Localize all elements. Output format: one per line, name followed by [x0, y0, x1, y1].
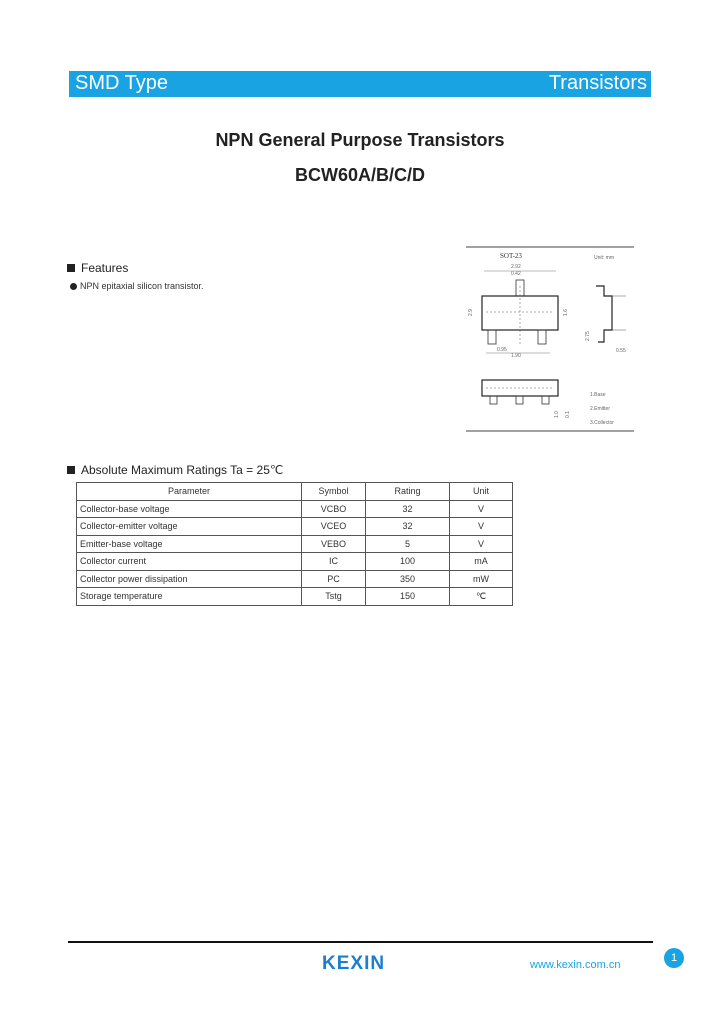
unit-label: Unit: mm — [594, 255, 614, 261]
dim-label: 0.95 — [497, 347, 507, 353]
pin-label: 1.Base — [590, 392, 606, 398]
table-row — [77, 518, 513, 536]
pin-label: 2.Emitter — [590, 406, 611, 412]
dim-label: 1.0 — [554, 411, 560, 418]
table-row — [77, 535, 513, 553]
rating-cell: 32 — [366, 500, 450, 518]
header-bar — [69, 71, 651, 97]
table-row — [77, 553, 513, 571]
dim-label: 0.42 — [511, 271, 521, 277]
package-name: SOT-23 — [500, 252, 522, 260]
footer-divider — [68, 941, 653, 943]
dim-label: 0.55 — [616, 348, 626, 354]
dim-label: 1.6 — [563, 309, 569, 316]
features-heading: Features — [67, 261, 128, 275]
part-number: BCW60A/B/C/D — [294, 165, 425, 185]
round-bullet-icon — [70, 283, 77, 290]
table-header-row — [77, 483, 513, 501]
kexin-logo: KEXIN — [322, 953, 386, 974]
parameter-cell: Collector-base voltage — [77, 500, 302, 518]
parameter-cell: Collector current — [77, 553, 302, 571]
column-header: Parameter — [77, 483, 302, 501]
unit-cell: mW — [450, 570, 513, 588]
table-row — [77, 588, 513, 606]
header-product-type: Transistors — [548, 72, 647, 94]
dim-label: 2.92 — [511, 264, 521, 270]
rating-cell: 32 — [366, 518, 450, 536]
parameter-cell: Emitter-base voltage — [77, 535, 302, 553]
table-row — [77, 500, 513, 518]
parameter-cell: Collector-emitter voltage — [77, 518, 302, 536]
pin-label: 3.Collector — [590, 420, 614, 426]
document-title: NPN General Purpose Transistors — [215, 130, 505, 150]
rating-cell: 350 — [366, 570, 450, 588]
unit-cell: V — [450, 535, 513, 553]
rating-cell: 5 — [366, 535, 450, 553]
unit-cell: mA — [450, 553, 513, 571]
symbol-cell: VEBO — [302, 535, 366, 553]
column-header: Rating — [366, 483, 450, 501]
symbol-cell: IC — [302, 553, 366, 571]
symbol-cell: VCEO — [302, 518, 366, 536]
package-drawing — [466, 246, 634, 432]
column-header: Symbol — [302, 483, 366, 501]
unit-cell: V — [450, 518, 513, 536]
parameter-cell: Storage temperature — [77, 588, 302, 606]
symbol-cell: Tstg — [302, 588, 366, 606]
unit-cell: V — [450, 500, 513, 518]
website-link[interactable]: www.kexin.com.cn — [530, 959, 621, 971]
rating-cell: 100 — [366, 553, 450, 571]
column-header: Unit — [450, 483, 513, 501]
ratings-heading: Absolute Maximum Ratings Ta = 25℃ — [67, 463, 283, 477]
table-row — [77, 570, 513, 588]
feature-item: NPN epitaxial silicon transistor. — [70, 281, 204, 291]
symbol-cell: VCBO — [302, 500, 366, 518]
symbol-cell: PC — [302, 570, 366, 588]
page-number: 1 — [664, 948, 684, 968]
square-bullet-icon — [67, 466, 75, 474]
square-bullet-icon — [67, 264, 75, 272]
unit-cell: ℃ — [450, 588, 513, 606]
dim-label: 2.9 — [468, 309, 474, 316]
parameter-cell: Collector power dissipation — [77, 570, 302, 588]
dim-label: 1.90 — [511, 353, 521, 359]
header-category: SMD Type — [75, 72, 168, 94]
rating-cell: 150 — [366, 588, 450, 606]
ratings-table — [76, 482, 513, 606]
dim-label: 2.75 — [585, 331, 591, 341]
dim-label: 0.1 — [565, 411, 571, 418]
